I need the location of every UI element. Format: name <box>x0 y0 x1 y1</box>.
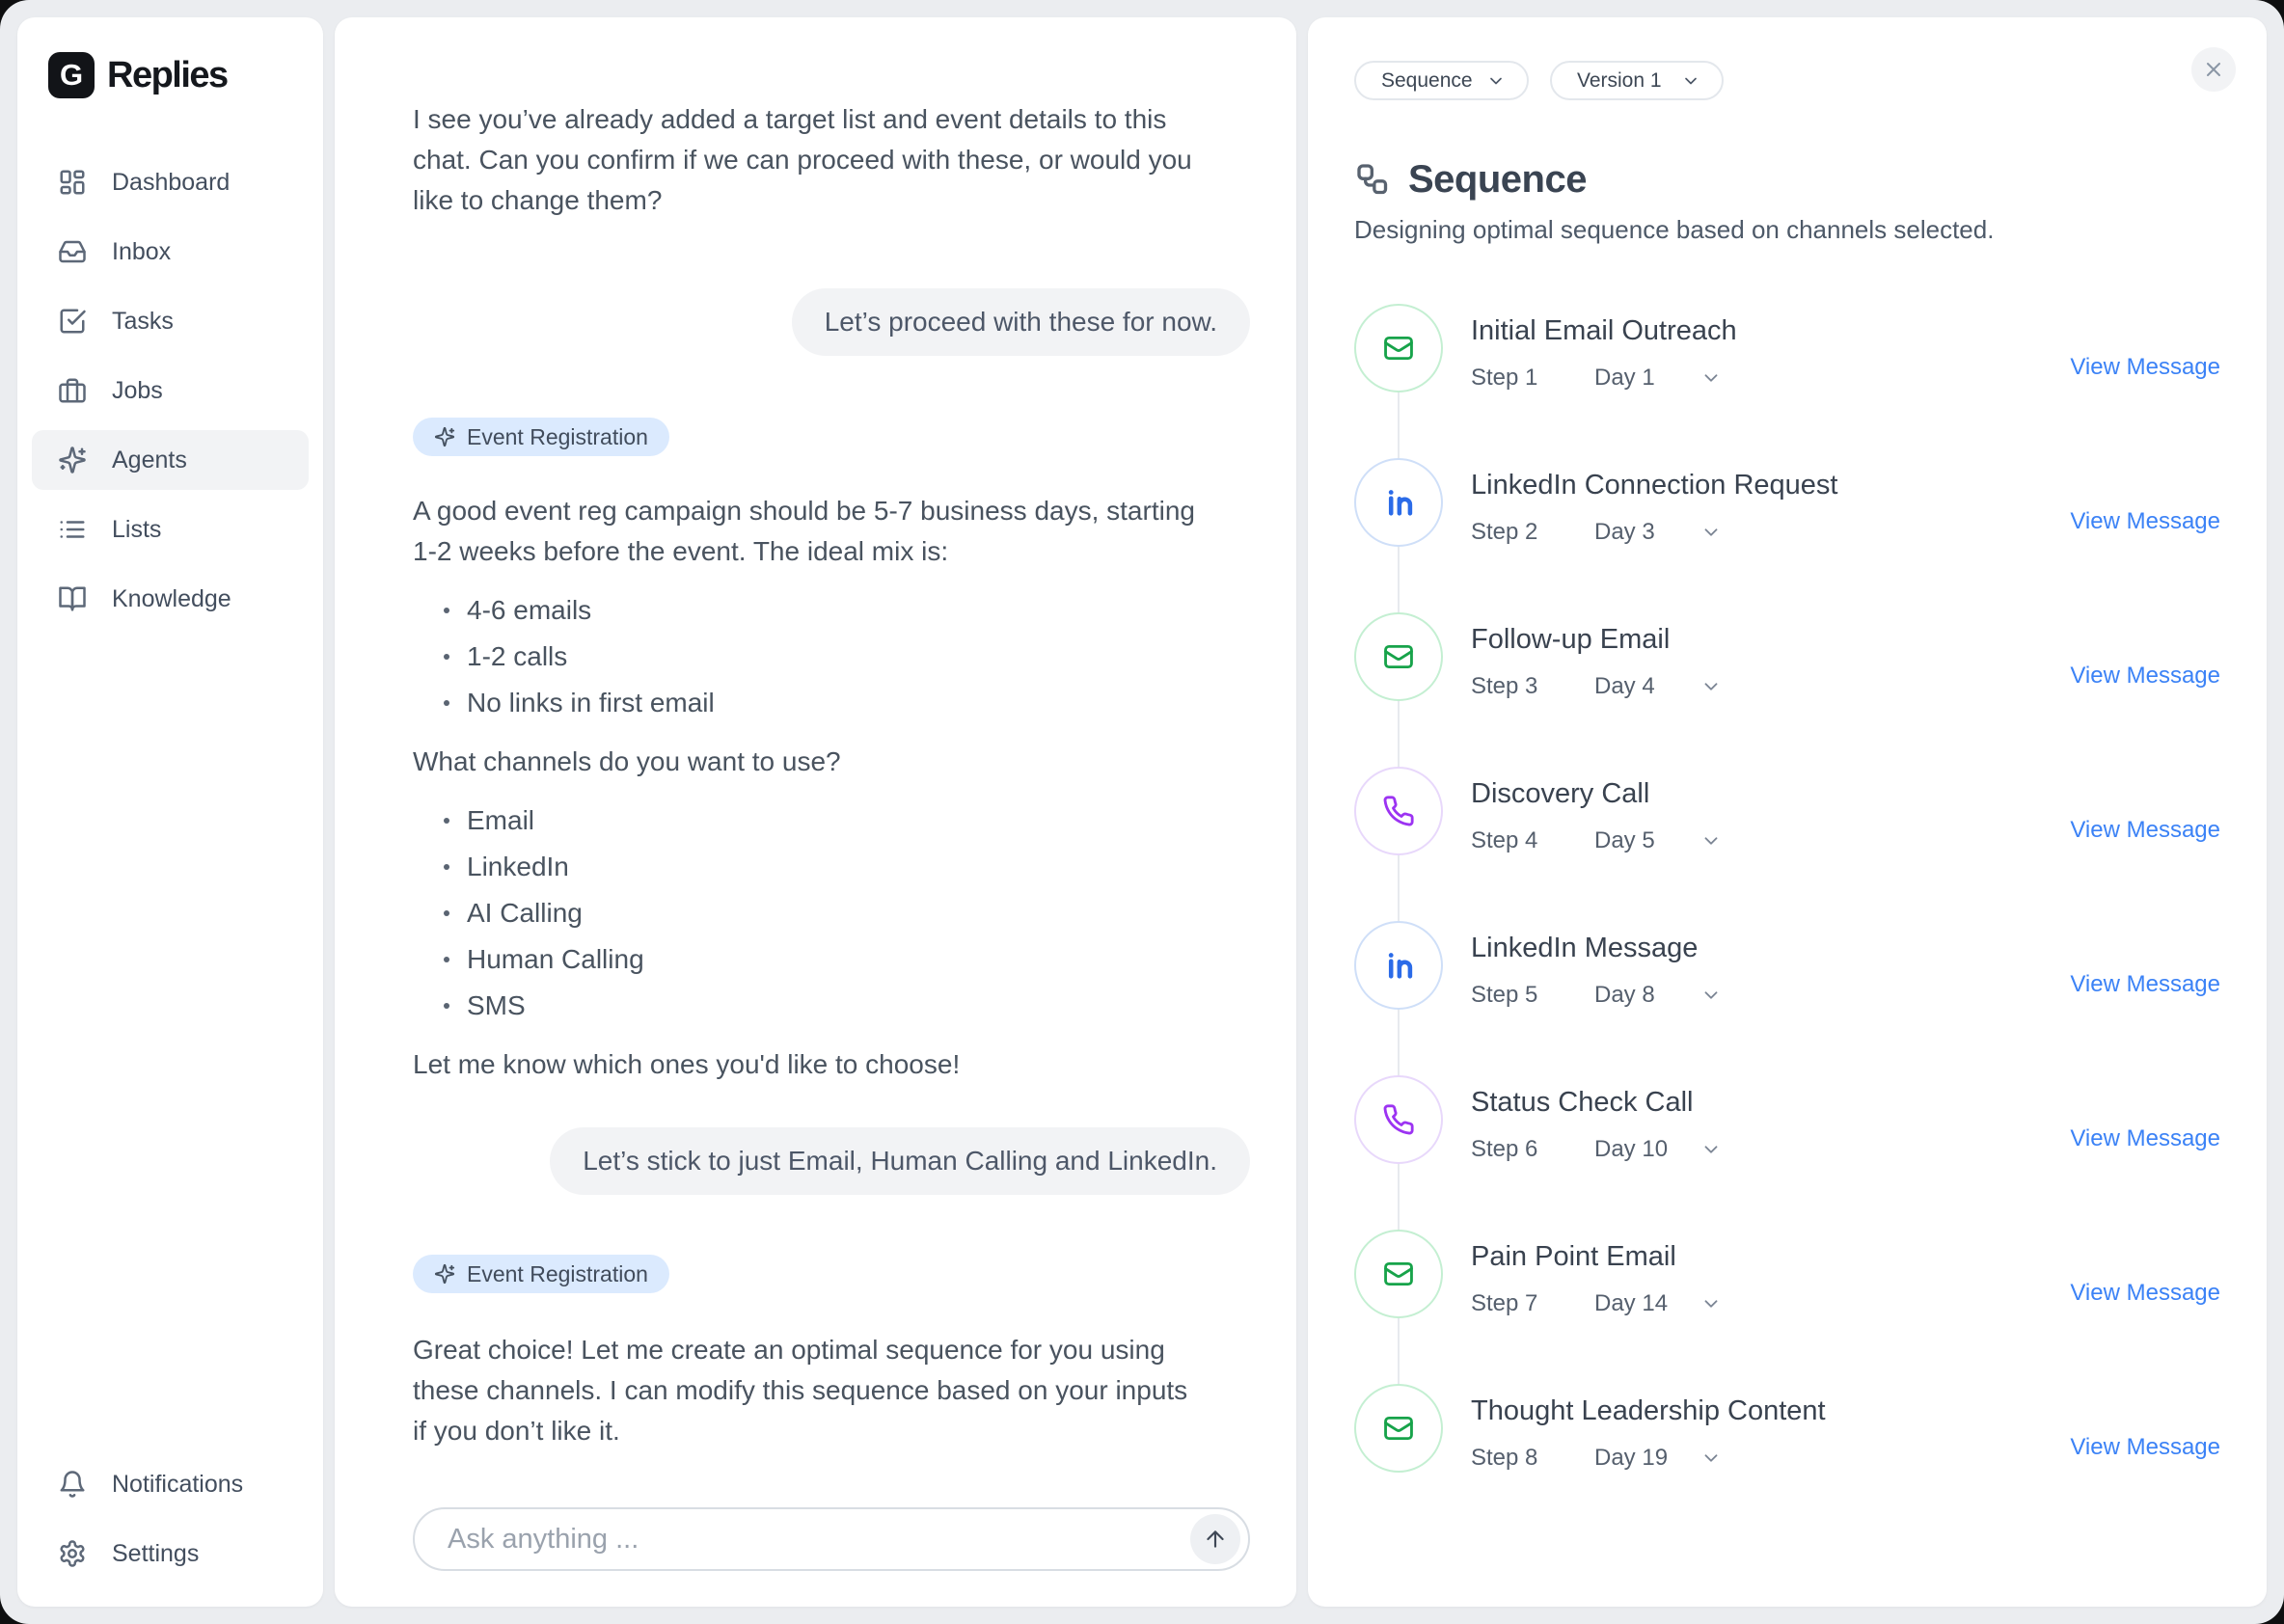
version-dropdown-label: Version 1 <box>1577 68 1662 92</box>
sequence-panel <box>1308 17 2267 1607</box>
step-day: Day 14 <box>1594 1290 1669 1316</box>
list-item: LinkedIn <box>440 852 1250 882</box>
step-number: Step 2 <box>1471 519 1538 545</box>
linkedin-icon <box>1354 458 1443 547</box>
chevron-down-icon[interactable] <box>1700 676 1722 697</box>
version-dropdown[interactable] <box>1550 61 1724 100</box>
step-day: Day 19 <box>1594 1445 1669 1471</box>
chat-panel <box>335 17 1296 1607</box>
bell-icon <box>58 1470 87 1499</box>
list-item: 4-6 emails <box>440 595 1250 626</box>
phone-icon <box>1354 1075 1443 1164</box>
sequence-step <box>1354 304 2220 458</box>
sidebar-item-label: Lists <box>112 515 162 543</box>
sidebar-item-settings[interactable] <box>32 1524 309 1583</box>
sequence-header <box>1354 158 2220 202</box>
phone-icon <box>1354 767 1443 855</box>
chevron-down-icon <box>1486 71 1506 91</box>
agent-badge-label: Event Registration <box>467 1260 648 1286</box>
sidebar-item-label: Agents <box>112 446 187 474</box>
chevron-down-icon[interactable] <box>1700 522 1722 543</box>
chat-composer <box>413 1507 1250 1571</box>
step-number: Step 1 <box>1471 365 1538 391</box>
step-number: Step 8 <box>1471 1445 1538 1471</box>
send-button[interactable] <box>1190 1514 1240 1564</box>
view-message-link[interactable]: View Message <box>2070 508 2220 534</box>
user-message-bubble: Let’s stick to just Email, Human Calling and LinkedIn. <box>550 1127 1250 1195</box>
chevron-down-icon[interactable] <box>1700 830 1722 852</box>
step-number: Step 3 <box>1471 673 1538 699</box>
sequence-step <box>1354 921 2220 1075</box>
view-message-link[interactable]: View Message <box>2070 1434 2220 1460</box>
ai-message-intro: A good event reg campaign should be 5-7 business days, starting 1-2 weeks before the event. The ideal mix is: <box>413 496 1195 566</box>
step-title: Thought Leadership Content <box>1471 1395 1826 1426</box>
app-logo <box>32 52 309 98</box>
step-title: Pain Point Email <box>1471 1241 1676 1272</box>
email-icon <box>1354 1384 1443 1473</box>
ai-message <box>413 491 1250 1085</box>
sparkles-icon <box>434 426 455 447</box>
panel-title: Sequence <box>1408 158 1587 201</box>
view-message-link[interactable]: View Message <box>2070 1125 2220 1151</box>
book-open-icon <box>58 584 87 613</box>
ai-message-outro: Let me know which ones you'd like to choose! <box>413 1049 961 1079</box>
sequence-step <box>1354 458 2220 612</box>
sidebar-item-lists[interactable] <box>32 500 309 559</box>
step-title: LinkedIn Connection Request <box>1471 470 1838 501</box>
sidebar-item-label: Tasks <box>112 307 174 335</box>
view-dropdown-label: Sequence <box>1381 68 1473 92</box>
list-item: Email <box>440 805 1250 836</box>
app-name: Replies <box>107 54 228 95</box>
bullet-list-channels <box>413 805 1250 1021</box>
chevron-down-icon[interactable] <box>1700 985 1722 1006</box>
sidebar <box>17 17 323 1607</box>
sidebar-item-label: Dashboard <box>112 168 231 196</box>
list-icon <box>58 515 87 544</box>
tasks-icon <box>58 307 87 336</box>
step-day: Day 3 <box>1594 519 1655 545</box>
linkedin-icon <box>1354 921 1443 1010</box>
sidebar-item-label: Notifications <box>112 1470 244 1498</box>
step-number: Step 4 <box>1471 827 1538 853</box>
email-icon <box>1354 612 1443 701</box>
sidebar-item-agents[interactable] <box>32 430 309 490</box>
sidebar-nav <box>32 152 309 629</box>
email-icon <box>1354 304 1443 392</box>
sidebar-item-jobs[interactable] <box>32 361 309 420</box>
view-message-link[interactable]: View Message <box>2070 1280 2220 1306</box>
workflow-icon <box>1354 161 1393 200</box>
logo-mark-icon: G <box>48 52 95 98</box>
list-item: No links in first email <box>440 688 1250 718</box>
list-item: SMS <box>440 990 1250 1021</box>
step-title: Follow-up Email <box>1471 624 1671 655</box>
sidebar-item-knowledge[interactable] <box>32 569 309 629</box>
chevron-down-icon <box>1681 71 1700 91</box>
inbox-icon <box>58 237 87 266</box>
ai-message: Great choice! Let me create an optimal sequence for you using these channels. I can modify this sequence based on your inputs if you don’t like it. <box>413 1335 1188 1446</box>
sequence-step <box>1354 1384 2220 1538</box>
sidebar-item-dashboard[interactable] <box>32 152 309 212</box>
sidebar-item-tasks[interactable] <box>32 291 309 351</box>
sequence-step <box>1354 1230 2220 1384</box>
agent-badge <box>413 1255 669 1293</box>
sequence-step <box>1354 612 2220 767</box>
briefcase-icon <box>58 376 87 405</box>
bullet-list-mix <box>413 595 1250 718</box>
sidebar-item-label: Inbox <box>112 237 172 265</box>
step-day: Day 8 <box>1594 982 1655 1008</box>
step-day: Day 1 <box>1594 365 1655 391</box>
view-message-link[interactable]: View Message <box>2070 817 2220 843</box>
user-message-bubble: Let’s proceed with these for now. <box>792 288 1250 356</box>
sidebar-item-label: Jobs <box>112 376 163 404</box>
ai-message: I see you’ve already added a target list and event details to this chat. Can you confirm if we can proceed with these, or would you like to change them? <box>413 104 1192 215</box>
step-title: Discovery Call <box>1471 778 1650 809</box>
list-item: 1-2 calls <box>440 641 1250 672</box>
sidebar-footer <box>32 1454 309 1583</box>
chevron-down-icon[interactable] <box>1700 367 1722 389</box>
sequence-steps <box>1354 304 2220 1538</box>
step-day: Day 10 <box>1594 1136 1669 1162</box>
dashboard-icon <box>58 168 87 197</box>
list-item: AI Calling <box>440 898 1250 929</box>
step-day: Day 5 <box>1594 827 1655 853</box>
sidebar-item-inbox[interactable] <box>32 222 309 282</box>
step-number: Step 6 <box>1471 1136 1538 1162</box>
chevron-down-icon[interactable] <box>1700 1139 1722 1160</box>
agent-badge-label: Event Registration <box>467 423 648 449</box>
sparkles-icon <box>58 446 87 474</box>
view-message-link[interactable]: View Message <box>2070 663 2220 689</box>
gear-icon <box>58 1539 87 1568</box>
list-item: Human Calling <box>440 944 1250 975</box>
step-number: Step 5 <box>1471 982 1538 1008</box>
step-title: Status Check Call <box>1471 1087 1694 1118</box>
panel-subtitle: Designing optimal sequence based on channels selected. <box>1354 215 1995 244</box>
chat-input[interactable] <box>446 1523 1190 1556</box>
sparkles-icon <box>434 1263 455 1285</box>
close-icon <box>2202 58 2225 81</box>
step-day: Day 4 <box>1594 673 1655 699</box>
sequence-step <box>1354 1075 2220 1230</box>
chevron-down-icon[interactable] <box>1700 1293 1722 1314</box>
step-title: LinkedIn Message <box>1471 933 1699 963</box>
sidebar-item-notifications[interactable] <box>32 1454 309 1514</box>
sidebar-item-label: Knowledge <box>112 584 231 612</box>
sidebar-item-label: Settings <box>112 1539 200 1567</box>
close-panel-button[interactable] <box>2191 47 2236 92</box>
ai-message-question: What channels do you want to use? <box>413 746 841 776</box>
agent-badge <box>413 418 669 456</box>
sequence-step <box>1354 767 2220 921</box>
step-title: Initial Email Outreach <box>1471 315 1737 346</box>
step-number: Step 7 <box>1471 1290 1538 1316</box>
arrow-up-icon <box>1203 1527 1228 1552</box>
chevron-down-icon[interactable] <box>1700 1448 1722 1469</box>
view-dropdown[interactable] <box>1354 61 1529 100</box>
view-message-link[interactable]: View Message <box>2070 971 2220 997</box>
email-icon <box>1354 1230 1443 1318</box>
panel-dropdowns <box>1354 61 2220 100</box>
view-message-link[interactable]: View Message <box>2070 354 2220 380</box>
